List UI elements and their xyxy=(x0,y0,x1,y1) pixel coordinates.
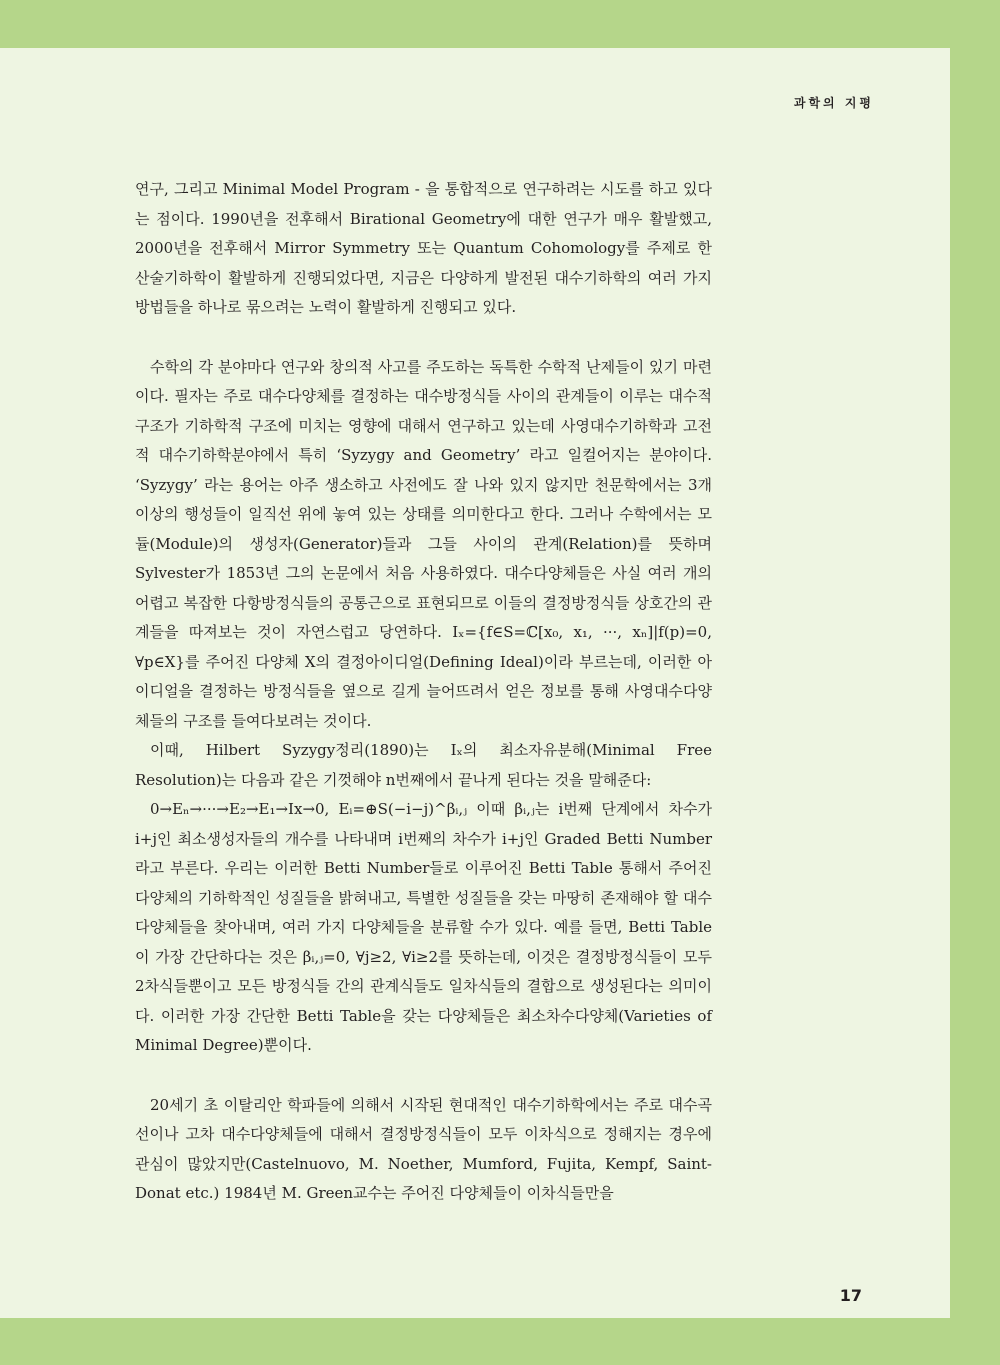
running-header: 과학의 지평 xyxy=(793,96,874,110)
body-text xyxy=(135,175,712,1209)
paragraph-5: 20세기 초 이탈리안 학파들에 의해서 시작된 현대적인 대수기하학에서는 주로 대수곡선이나 고차 대수다양체들에 대해서 결정방정식들이 모두 이차식으로 정해지는 경우에 관심이 많았지만(Castelnuovo, M. Noether, Mumford, Fujita, Kempf, Saint-Donat etc.) 1984년 M. Green교수는 주어진 다양체들이 이차식들만을 xyxy=(135,1095,712,1202)
paragraph-4: 0→Eₙ→···→E₂→E₁→Ix→0, Eᵢ=⊕S(−i−j)^βᵢ,ⱼ 이때 βᵢ,ⱼ는 i번째 단계에서 차수가 i+j인 최소생성자들의 개수를 나타내며 i번째의 차수가 i+j인 Graded Betti Number라고 부른다. 우리는 이러한 Betti Number들로 이루어진 Betti Table 통해서 주어진 다양체의 기하학적인 성질들을 밝혀내고, 특별한 성질들을 갖는 마땅히 존재해야 할 대수다양체들을 찾아내며, 여러 가지 다양체들을 분류할 수가 있다. 예를 들면, Betti Table이 가장 간단하다는 것은 βᵢ,ⱼ=0, ∀j≥2, ∀i≥2를 뜻하는데, 이것은 결정방정식들이 모두 2차식들뿐이고 모든 방정식들 간의 관계식들도 일차식들의 결합으로 생성된다는 의미이다. 이러한 가장 간단한 Betti Table을 갖는 다양체들은 최소차수다양체(Varieties of Minimal Degree)뿐이다. xyxy=(135,800,712,1054)
paragraph-3: 이때, Hilbert Syzygy정리(1890)는 Iₓ의 최소자유분해(Minimal Free Resolution)는 다음과 같은 기껏해야 n번째에서 끝나게 된다는 것을 말해준다: xyxy=(135,741,712,789)
page xyxy=(0,48,950,1318)
paragraph-2: 수학의 각 분야마다 연구와 창의적 사고를 주도하는 독특한 수학적 난제들이 있기 마련이다. 필자는 주로 대수다양체를 결정하는 대수방정식들 사이의 관계들이 이루는 대수적 구조가 기하학적 구조에 미치는 영향에 대해서 연구하고 있는데 사영대수기하학과 고전적 대수기하학분야에서 특히 ‘Syzygy and Geometry’ 라고 일컬어지는 분야이다. ‘Syzygy’ 라는 용어는 아주 생소하고 사전에도 잘 나와 있지 않지만 천문학에서는 3개 이상의 행성들이 일직선 위에 놓여 있는 상태를 의미한다고 한다. 그러나 수학에서는 모듈(Module)의 생성자(Generator)들과 그들 사이의 관계(Relation)를 뜻하며 Sylvester가 1853년 그의 논문에서 처음 사용하였다. 대수다양체들은 사실 여러 개의 어렵고 복잡한 다항방정식들의 공통근으로 표현되므로 이들의 결정방정식들 상호간의 관계들을 따져보는 것이 자연스럽고 당연하다. Iₓ={f∈S=ℂ[x₀, x₁, ···, xₙ]|f(p)=0, ∀p∈X}를 주어진 다양체 X의 결정아이디얼(Defining Ideal)이라 부르는데, 이러한 아이디얼을 결정하는 방정식들을 옆으로 길게 늘어뜨려서 얻은 정보를 통해 사영대수다양체들의 구조를 들여다보려는 것이다. xyxy=(135,357,712,730)
page-number: 17 xyxy=(839,1286,862,1305)
paragraph-1: 연구, 그리고 Minimal Model Program - 을 통합적으로 연구하려는 시도를 하고 있다는 점이다. 1990년을 전후해서 Birational Geometry에 대한 연구가 매우 활발했고, 2000년을 전후해서 Mirror Symmetry 또는 Quantum Cohomology를 주제로 한 산술기하학이 활발하게 진행되었다면, 지금은 다양하게 발전된 대수기하학의 여러 가지 방법들을 하나로 묶으려는 노력이 활발하게 진행되고 있다. xyxy=(135,180,712,316)
